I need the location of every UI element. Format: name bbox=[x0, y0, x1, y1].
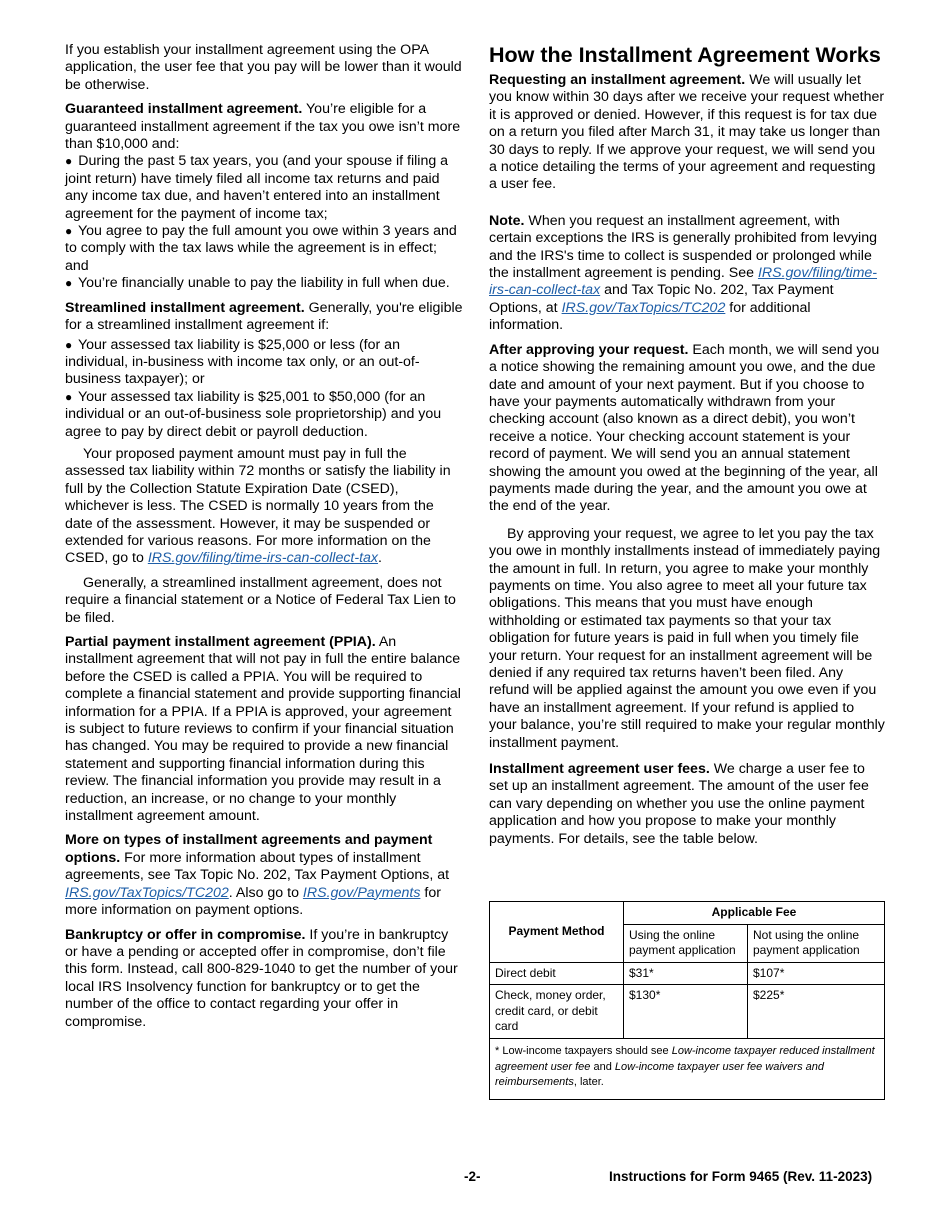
note-paragraph: Note. When you request an installment agreement, with certain exceptions the IRS is generally prohibited from levying and the IRS's time to collect is suspended or prolonged while the installment agreement is pending. See IRS.gov/filing/time-irs-can-collect-tax and Tax Topic No. 202, Tax Payment Options, at IRS.gov/TaxTopics/TC202 for additional information. bbox=[489, 212, 878, 334]
bullet-icon: ● bbox=[65, 276, 73, 291]
section-heading: How the Installment Agreement Works bbox=[489, 43, 881, 67]
bullet-icon: ● bbox=[65, 224, 73, 239]
table-footnote: * Low-income taxpayers should see Low-income taxpayer reduced installment agreement user fee and Low-income taxpayer user fee waivers and reimbursements, later. bbox=[490, 1039, 885, 1100]
guaranteed-heading: Guaranteed installment agreement. bbox=[65, 101, 303, 118]
bankruptcy-text: If you’re in bankruptcy or have a pending or accepted offer in compromise, don’t file this form. Instead, call 800-829-1040 to get the number of your local IRS Insolvency function for bankruptcy or to get the number of the office to contact regarding your offer in compromise. bbox=[65, 926, 458, 1030]
left-column bbox=[65, 42, 463, 1038]
guaranteed-bullet: ● You agree to pay the full amount you owe within 3 years and to comply with the tax laws while the agreement is in effect; and bbox=[65, 223, 457, 274]
more-paragraph: More on types of installment agreements and payment options. For more information about types of installment agreements, see Tax Topic No. 202, Tax Payment Options, at IRS.gov/TaxTopics/TC202. Also go to IRS.gov/Payments for more information on payment options. bbox=[65, 832, 450, 919]
bullet-icon: ● bbox=[65, 154, 73, 169]
streamlined-heading: Streamlined installment agreement. bbox=[65, 299, 305, 316]
bullet-icon: ● bbox=[65, 389, 73, 404]
not-online-header: Not using the online payment application bbox=[748, 924, 885, 962]
requesting-paragraph: Requesting an installment agreement. We will usually let you know within 30 days after we receive your request whether it is approved or denied. However, if this request is for tax due on a return you filed after March 31, it may take us longer than 30 days to reply. If we approve your request, we will send you a notice detailing the terms of your agreement and requesting a user fee. bbox=[489, 72, 885, 193]
streamlined-paragraph bbox=[65, 300, 463, 335]
streamlined-note: Generally, a streamlined installment agreement, does not require a financial statement or a Notice of Federal Tax Lien to be filed. bbox=[65, 574, 456, 626]
method-cell: Check, money order, credit card, or debit card bbox=[490, 985, 624, 1039]
applicable-fee-header: Applicable Fee bbox=[624, 902, 885, 925]
fees-paragraph: Installment agreement user fees. We charge a user fee to set up an installment agreement. The amount of the user fee can vary depending on whether you use the online payment application and how you propose to make your monthly payments. For details, see the table below. bbox=[489, 761, 869, 847]
spacer bbox=[489, 201, 885, 213]
tc202-link[interactable]: IRS.gov/TaxTopics/TC202 bbox=[561, 299, 726, 316]
online-fee-cell: $31* bbox=[624, 962, 748, 985]
csed-paragraph: Your proposed payment amount must pay in full the assessed tax liability within 72 months or satisfy the liability in full by the Collection Statute Expiration Date (CSED), whichever is less. The CSED is normally 10 years from the date of the assessment. However, it may be suspended or extended for various reasons. For more information on the CSED, go to IRS.gov/filing/time-irs-can-collect-tax. bbox=[65, 445, 451, 567]
right-column bbox=[489, 42, 885, 855]
guaranteed-text: You’re eligible for a guaranteed installment agreement if the tax you owe isn’t more than $10,000 and: bbox=[65, 101, 461, 153]
method-cell: Direct debit bbox=[490, 962, 624, 985]
table-footnote-row bbox=[490, 1039, 885, 1100]
guaranteed-bullet: ● During the past 5 tax years, you (and your spouse if filing a joint return) have timely filed all income tax returns and paid any income tax due, and haven’t entered into an installment agreement for the payment of income tax; bbox=[65, 153, 449, 222]
fee-table bbox=[489, 901, 885, 1100]
payment-method-header: Payment Method bbox=[490, 902, 624, 963]
taxtopics-link[interactable]: IRS.gov/TaxTopics/TC202 bbox=[65, 884, 229, 901]
streamlined-bullet: ● Your assessed tax liability is $25,000 or less (for an individual, in-business with income tax only, or an out-of-business taxpayer); or bbox=[65, 336, 420, 388]
approving-paragraph: By approving your request, we agree to let you pay the tax you owe in monthly installments instead of immediately paying the amount in full. In return, you agree to make your monthly payments on time. You also agree to meet all your future tax obligations. This means that you must have enough withholding or estimated tax payments so that your tax obligation for future years is paid in full when you timely file your return. Your request for an installment agreement will be denied if any required tax returns haven’t been filed. Any refund will be applied against the amount you owe even if you have an installment agreement. If your refund is applied to your balance, you’re still required to make your regular monthly installment payment. bbox=[489, 525, 885, 751]
csed-link[interactable]: IRS.gov/filing/time-irs-can-collect-tax bbox=[147, 550, 379, 567]
fees-heading: Installment agreement user fees. bbox=[489, 761, 710, 778]
online-fee-cell: $130* bbox=[624, 985, 748, 1039]
online-header: Using the online payment application bbox=[624, 924, 748, 962]
bankruptcy-heading: Bankruptcy or offer in compromise. bbox=[65, 926, 306, 943]
bullet-icon: ● bbox=[65, 337, 73, 352]
guaranteed-bullet: ● You’re financially unable to pay the liability in full when due. bbox=[65, 275, 450, 292]
note-heading: Note. bbox=[489, 212, 525, 229]
ppia-heading: Partial payment installment agreement (PPIA). bbox=[65, 634, 376, 650]
ppia-paragraph bbox=[65, 634, 463, 825]
collect-tax-link[interactable]: IRS.gov/filing/time-irs-can-collect-tax bbox=[489, 265, 878, 299]
not-online-fee-cell: $225* bbox=[748, 985, 885, 1039]
after-paragraph: After approving your request. Each month, we will send you a notice showing the remaining amount you owe, and the due date and amount of your next payment. But if you choose to have your payments automatically withdrawn from your checking account (also known as a direct debit), you won’t receive a notice. Your checking account statement is your record of payment. We will send you an annual statement showing the amount you owed at the beginning of the year, all payments made during the year, and the amount you owe at the end of the year. bbox=[489, 341, 880, 515]
opa-paragraph: If you establish your installment agreement using the OPA application, the user fee that you pay will be lower than it would be otherwise. bbox=[65, 42, 462, 93]
requesting-heading: Requesting an installment agreement. bbox=[489, 72, 746, 88]
page-number: -2- bbox=[464, 1169, 481, 1184]
payments-link[interactable]: IRS.gov/Payments bbox=[302, 884, 421, 901]
table-header-row bbox=[490, 902, 885, 925]
after-heading: After approving your request. bbox=[489, 341, 689, 358]
table-row bbox=[490, 985, 885, 1039]
guaranteed-paragraph bbox=[65, 101, 463, 153]
bankruptcy-paragraph bbox=[65, 927, 463, 1031]
streamlined-bullet: ● Your assessed tax liability is $25,001 to $50,000 (for an individual or an out-of-business sole proprietorship) and you agree to pay by direct debit or payroll deduction. bbox=[65, 388, 442, 440]
table-row bbox=[490, 962, 885, 985]
form-title: Instructions for Form 9465 (Rev. 11-2023) bbox=[609, 1169, 873, 1184]
not-online-fee-cell: $107* bbox=[748, 962, 885, 985]
streamlined-text: Generally, you're eligible for a streamlined installment agreement if: bbox=[65, 299, 463, 334]
more-heading: More on types of installment agreements and payment options. bbox=[65, 832, 433, 866]
ppia-text: An installment agreement that will not pay in full the entire balance before the CSED is called a PPIA. You will be required to complete a financial statement and provide supporting financial information for a PPIA. If a PPIA is approved, your agreement is subject to future reviews to confirm if your financial situation has changed. You may be required to provide a new financial statement and supporting financial information during this review. The financial information you provide may result in a reduction, an increase, or no change to your monthly installment agreement amount. bbox=[65, 634, 461, 825]
